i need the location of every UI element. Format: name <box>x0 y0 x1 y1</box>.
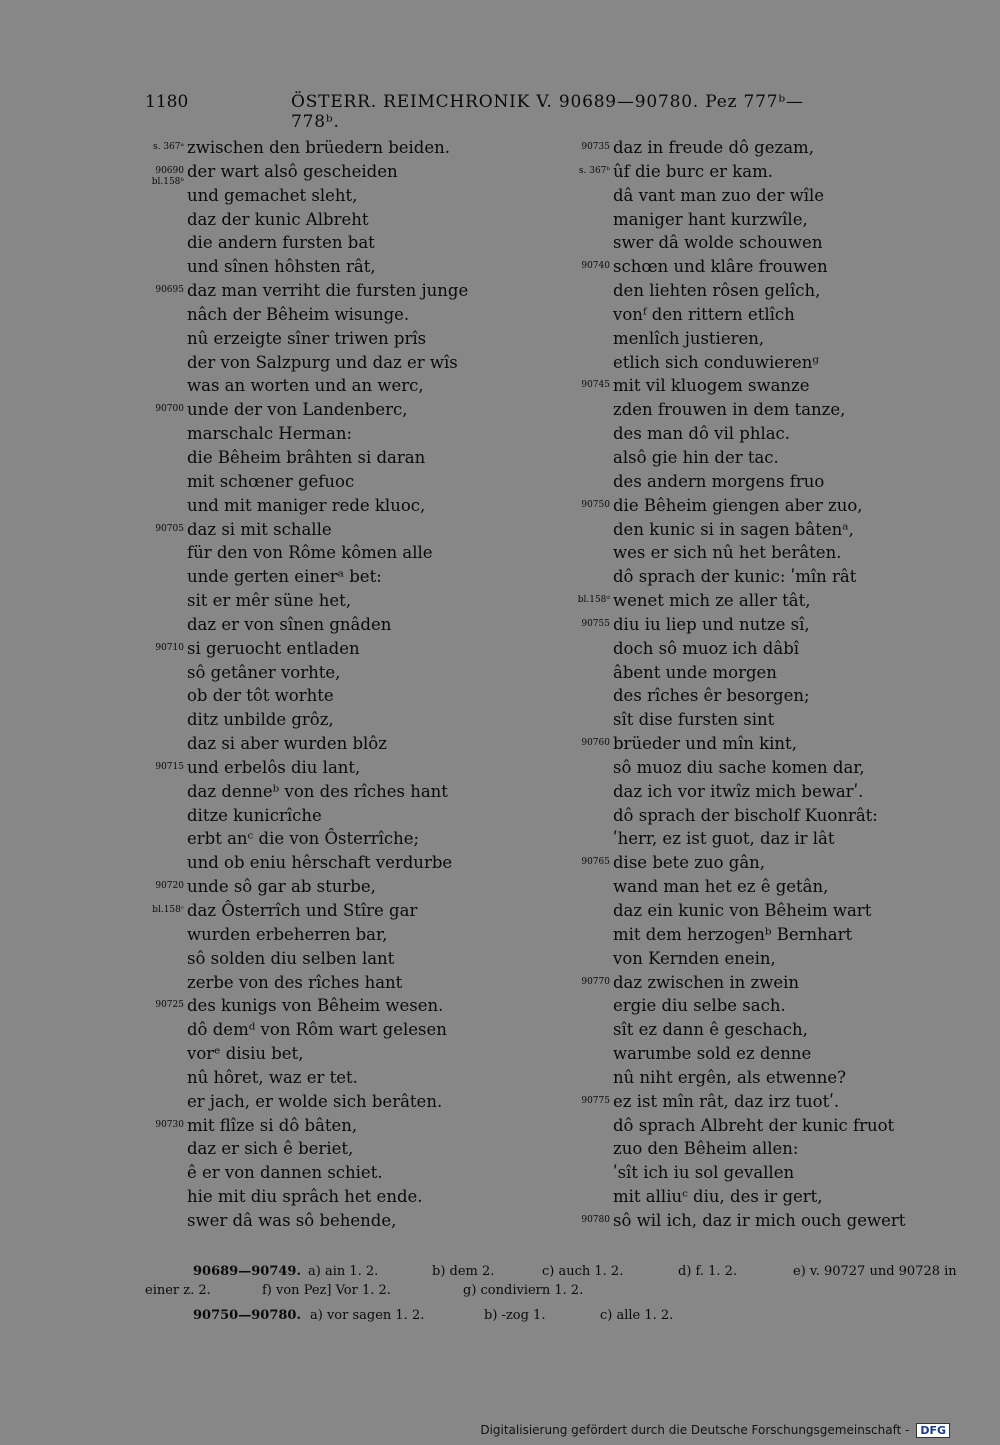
verse-text: von Kernden enein, <box>613 948 776 968</box>
verse-text: daz er sich ê beriet, <box>187 1139 354 1159</box>
verse-text: was an worten und an werc, <box>187 376 424 396</box>
page-number: 1180 <box>145 92 189 112</box>
line-marker: 90725 <box>155 1000 184 1011</box>
verse-line <box>560 303 960 327</box>
verse-line <box>560 184 960 208</box>
verse-text: ûf die burc er kam. <box>613 161 774 181</box>
verse-text: sît ez dann ê geschach, <box>613 1020 808 1040</box>
verse-line <box>560 851 960 875</box>
verse-line <box>0 732 480 756</box>
verse-text: wand man het ez ê getân, <box>613 877 829 897</box>
left-column <box>0 136 480 1233</box>
verse-line <box>560 589 960 613</box>
verse-text: sît dise fursten sint <box>613 710 775 730</box>
verse-line <box>0 494 480 518</box>
verse-line <box>560 1209 960 1233</box>
verse-line <box>560 684 960 708</box>
note-item: c) auch 1. 2. <box>542 1264 624 1279</box>
verse-line <box>560 327 960 351</box>
verse-line <box>0 208 480 232</box>
verse-text: ob der tôt worhte <box>187 686 334 706</box>
verse-line <box>560 1066 960 1090</box>
verse-text: ergie diu selbe sach. <box>613 996 786 1016</box>
verse-line <box>560 446 960 470</box>
verse-line <box>0 1185 480 1209</box>
line-marker: s. 367ᵃ <box>153 142 184 152</box>
verse-line <box>0 351 480 375</box>
verse-text: daz ich vor itwîz mich bewarʹ. <box>613 781 864 801</box>
verse-text: dô demᵈ von Rôm wart gelesen <box>187 1020 447 1040</box>
verse-line <box>560 494 960 518</box>
line-marker: 90690 bl.158ᵇ <box>151 165 184 187</box>
verse-line <box>0 1066 480 1090</box>
line-marker: s. 367ᵇ <box>578 165 610 176</box>
verse-text: für den von Rôme kômen alle <box>187 543 433 563</box>
verse-text: erbt anᶜ die von Ôsterrîche; <box>187 829 420 849</box>
verse-text: des rîches êr besorgen; <box>613 686 810 706</box>
line-marker: 90730 <box>155 1119 184 1130</box>
note-item: b) dem 2. <box>432 1264 495 1279</box>
verse-line <box>560 732 960 756</box>
note-item: e) v. 90727 und 90728 in <box>793 1264 957 1279</box>
verse-text: die andern fursten bat <box>187 233 375 253</box>
verse-line <box>560 875 960 899</box>
running-title: ÖSTERR. REIMCHRONIK V. 90689—90780. Pez 777ᵇ—778ᵇ. <box>291 92 804 132</box>
verse-line <box>0 398 480 422</box>
verse-text: daz man verriht die fursten junge <box>187 281 469 301</box>
note-item: f) von Pez] Vor 1. 2. <box>262 1283 391 1298</box>
line-marker: 90750 <box>581 499 610 510</box>
verse-line <box>0 875 480 899</box>
verse-line <box>0 565 480 589</box>
line-marker: 90695 <box>155 285 184 296</box>
verse-line <box>0 1018 480 1042</box>
note-item: d) f. 1. 2. <box>678 1264 738 1279</box>
verse-text: dô sprach der bischolf Kuonrât: <box>613 805 878 825</box>
verse-text: alsô gie hin der tac. <box>613 447 779 467</box>
verse-text: sit er mêr süne het, <box>187 591 352 611</box>
line-marker: 90745 <box>581 380 610 391</box>
verse-text: zden frouwen in dem tanze, <box>613 400 846 420</box>
verse-text: zerbe von des rîches hant <box>187 972 403 992</box>
verse-text: und ob eniu hêrschaft verdurbe <box>187 853 453 873</box>
line-marker: 90760 <box>581 738 610 749</box>
verse-line <box>560 947 960 971</box>
verse-text: der wart alsô gescheiden <box>187 161 398 181</box>
verse-line <box>560 756 960 780</box>
verse-line <box>0 279 480 303</box>
verse-line <box>0 303 480 327</box>
verse-text: brüeder und mîn kint, <box>613 734 797 754</box>
verse-text: daz der kunic Albreht <box>187 209 369 229</box>
verse-line <box>0 637 480 661</box>
verse-line <box>560 231 960 255</box>
verse-line <box>560 613 960 637</box>
verse-line <box>0 470 480 494</box>
note-item: b) -zog 1. <box>484 1308 546 1323</box>
verse-line <box>0 804 480 828</box>
verse-line <box>560 661 960 685</box>
verse-line <box>0 1209 480 1233</box>
note-item: g) condiviern 1. 2. <box>463 1283 584 1298</box>
verse-text: unde der von Landenberc, <box>187 400 408 420</box>
verse-text: den kunic si in sagen bâtenᵃ, <box>613 519 854 539</box>
verse-text: dise bete zuo gân, <box>613 853 766 873</box>
verse-text: daz si aber wurden blôz <box>187 734 387 754</box>
line-marker: 90715 <box>155 761 184 772</box>
verse-text: dô sprach der kunic: ʹmîn rât <box>613 567 857 587</box>
verse-line <box>560 470 960 494</box>
verse-line <box>560 541 960 565</box>
verse-text: die Bêheim brâhten si daran <box>187 447 426 467</box>
verse-text: si geruocht entladen <box>187 638 360 658</box>
verse-text: hie mit diu sprâch het ende. <box>187 1187 423 1207</box>
verse-text: dâ vant man zuo der wîle <box>613 185 825 205</box>
verse-text: ê er von dannen schiet. <box>187 1163 383 1183</box>
verse-text: daz er von sînen gnâden <box>187 614 392 634</box>
verse-line <box>0 422 480 446</box>
verse-line <box>0 541 480 565</box>
verse-line <box>560 637 960 661</box>
verse-line <box>560 1161 960 1185</box>
note-item: c) alle 1. 2. <box>600 1308 674 1323</box>
line-marker: 90775 <box>581 1095 610 1106</box>
verse-text: sô solden diu selben lant <box>187 948 395 968</box>
verse-text: mit flîze si dô bâten, <box>187 1115 358 1135</box>
line-marker: 90755 <box>581 618 610 629</box>
verse-text: wurden erbeherren bar, <box>187 924 388 944</box>
verse-line <box>560 1042 960 1066</box>
verse-line <box>0 827 480 851</box>
verse-text: ʹherr, ez ist guot, daz ir lât <box>613 829 835 849</box>
verse-line <box>560 804 960 828</box>
verse-line <box>560 351 960 375</box>
verse-text: nû niht ergên, als etwenne? <box>613 1067 846 1087</box>
verse-line <box>560 1137 960 1161</box>
verse-line <box>560 1114 960 1138</box>
verse-line <box>0 1137 480 1161</box>
verse-text: und erbelôs diu lant, <box>187 757 361 777</box>
verse-line <box>560 208 960 232</box>
verse-line <box>560 1185 960 1209</box>
note-item: einer z. 2. <box>145 1283 211 1298</box>
verse-text: marschalc Herman: <box>187 424 353 444</box>
verse-line <box>560 899 960 923</box>
verse-line <box>0 947 480 971</box>
note-item: a) ain 1. 2. <box>308 1264 379 1279</box>
verse-line <box>0 684 480 708</box>
verse-line <box>0 756 480 780</box>
verse-text: menlîch justieren, <box>613 328 765 348</box>
verse-line <box>0 255 480 279</box>
line-marker: 90780 <box>581 1214 610 1225</box>
verse-line <box>0 518 480 542</box>
verse-text: des andern morgens fruo <box>613 471 825 491</box>
verse-text: und sînen hôhsten rât, <box>187 257 376 277</box>
verse-line <box>560 708 960 732</box>
verse-text: dô sprach Albreht der kunic fruot <box>613 1115 895 1135</box>
verse-line <box>0 327 480 351</box>
verse-text: daz zwischen in zwein <box>613 972 800 992</box>
verse-line <box>0 1114 480 1138</box>
verse-line <box>0 589 480 613</box>
verse-line <box>0 780 480 804</box>
verse-line <box>560 827 960 851</box>
verse-line <box>560 398 960 422</box>
note-item: a) vor sagen 1. 2. <box>310 1308 425 1323</box>
line-marker: 90700 <box>155 404 184 415</box>
verse-text: daz Ôsterrîch und Stîre gar <box>187 901 418 920</box>
verse-line <box>560 279 960 303</box>
verse-line <box>560 971 960 995</box>
verse-line <box>560 518 960 542</box>
page-header <box>145 92 845 132</box>
footer-credit <box>480 1423 950 1438</box>
line-marker: 90740 <box>581 261 610 272</box>
dfg-logo[interactable]: DFG <box>916 1423 950 1438</box>
verse-line <box>0 661 480 685</box>
note-range: 90750—90780. <box>193 1308 301 1323</box>
verse-line <box>0 851 480 875</box>
verse-line <box>560 780 960 804</box>
verse-text: sô wil ich, daz ir mich ouch gewert <box>613 1210 906 1230</box>
verse-text: unde gerten einerᵃ bet: <box>187 567 382 587</box>
verse-text: des man dô vil phlac. <box>613 424 791 444</box>
verse-line <box>560 422 960 446</box>
verse-text: mit vil kluogem swanze <box>613 376 810 396</box>
verse-text: der von Salzpurg und daz er wîs <box>187 352 458 372</box>
verse-text: sô getâner vorhte, <box>187 662 341 682</box>
verse-text: sô muoz diu sache komen dar, <box>613 757 865 777</box>
verse-text: vorᵉ disiu bet, <box>187 1044 304 1064</box>
verse-line <box>560 136 960 160</box>
verse-line <box>560 374 960 398</box>
verse-text: zuo den Bêheim allen: <box>613 1139 799 1159</box>
verse-text: er jach, er wolde sich berâten. <box>187 1091 443 1111</box>
verse-line <box>0 708 480 732</box>
verse-line <box>0 184 480 208</box>
verse-text: wenet mich ze aller tât, <box>613 591 811 611</box>
verse-line <box>0 160 480 187</box>
line-marker: 90705 <box>155 523 184 534</box>
line-marker: 90735 <box>581 142 610 152</box>
verse-text: daz denneᵇ von des rîches hant <box>187 781 448 801</box>
verse-text: swer dâ wolde schouwen <box>613 233 823 253</box>
verse-line <box>0 374 480 398</box>
verse-text: daz si mit schalle <box>187 519 332 539</box>
verse-line <box>560 994 960 1018</box>
verse-text: vonᶠ den rittern etlîch <box>613 304 795 324</box>
verse-text: daz ein kunic von Bêheim wart <box>613 901 872 920</box>
verse-text: und mit maniger rede kluoc, <box>187 495 426 515</box>
verse-line <box>0 899 480 923</box>
verse-text: nû hôret, waz er tet. <box>187 1067 358 1087</box>
verse-line <box>0 923 480 947</box>
verse-text: warumbe sold ez denne <box>613 1044 812 1064</box>
verse-line <box>560 1090 960 1114</box>
footer-text: Digitalisierung gefördert durch die Deutsche Forschungsgemeinschaft - <box>480 1423 910 1437</box>
verse-line <box>0 446 480 470</box>
verse-line <box>0 1161 480 1185</box>
verse-text: schœn und klâre frouwen <box>613 257 828 277</box>
verse-text: und gemachet sleht, <box>187 185 358 205</box>
verse-line <box>0 136 480 160</box>
verse-text: unde sô gar ab sturbe, <box>187 877 376 897</box>
verse-line <box>560 160 960 184</box>
verse-text: daz in freude dô gezam, <box>613 138 814 157</box>
verse-text: mit schœner gefuoc <box>187 471 355 491</box>
verse-text: ditz unbilde grôz, <box>187 710 334 730</box>
verse-text: die Bêheim giengen aber zuo, <box>613 495 863 515</box>
verse-text: des kunigs von Bêheim wesen. <box>187 996 444 1016</box>
verse-text: maniger hant kurzwîle, <box>613 209 808 229</box>
verse-line <box>560 255 960 279</box>
verse-text: ditze kunicrîche <box>187 805 322 825</box>
verse-line <box>0 231 480 255</box>
line-marker: 90765 <box>581 857 610 868</box>
verse-text: etlich sich conduwierenᵍ <box>613 352 819 372</box>
verse-text: doch sô muoz ich dâbî <box>613 638 800 658</box>
verse-line <box>0 1090 480 1114</box>
verse-line <box>0 971 480 995</box>
verse-line <box>0 1042 480 1066</box>
verse-text: nâch der Bêheim wisunge. <box>187 304 410 324</box>
verse-line <box>0 613 480 637</box>
verse-text: wes er sich nû het berâten. <box>613 543 842 563</box>
line-marker: bl.158ᵈ <box>577 595 610 606</box>
verse-text: den liehten rôsen gelîch, <box>613 281 821 301</box>
verse-line <box>0 994 480 1018</box>
verse-line <box>560 565 960 589</box>
verse-line <box>560 923 960 947</box>
verse-text: mit alliuᶜ diu, des ir gert, <box>613 1187 823 1207</box>
verse-text: swer dâ was sô behende, <box>187 1210 397 1230</box>
verse-text: nû erzeigte sîner triwen prîs <box>187 328 427 348</box>
verse-text: ez ist mîn rât, daz irz tuotʹ. <box>613 1091 840 1111</box>
line-marker: 90710 <box>155 642 184 653</box>
verse-text: zwischen den brüedern beiden. <box>187 138 450 157</box>
verse-text: mit dem herzogenᵇ Bernhart <box>613 924 853 944</box>
verse-line <box>560 1018 960 1042</box>
note-range: 90689—90749. <box>193 1264 301 1279</box>
right-column <box>560 136 960 1233</box>
verse-text: ʹsît ich iu sol gevallen <box>613 1163 795 1183</box>
verse-text: diu iu liep und nutze sî, <box>613 614 810 634</box>
verse-text: âbent unde morgen <box>613 662 777 682</box>
line-marker: 90770 <box>581 976 610 987</box>
line-marker: 90720 <box>155 881 184 892</box>
line-marker: bl.158ᶜ <box>152 905 184 915</box>
